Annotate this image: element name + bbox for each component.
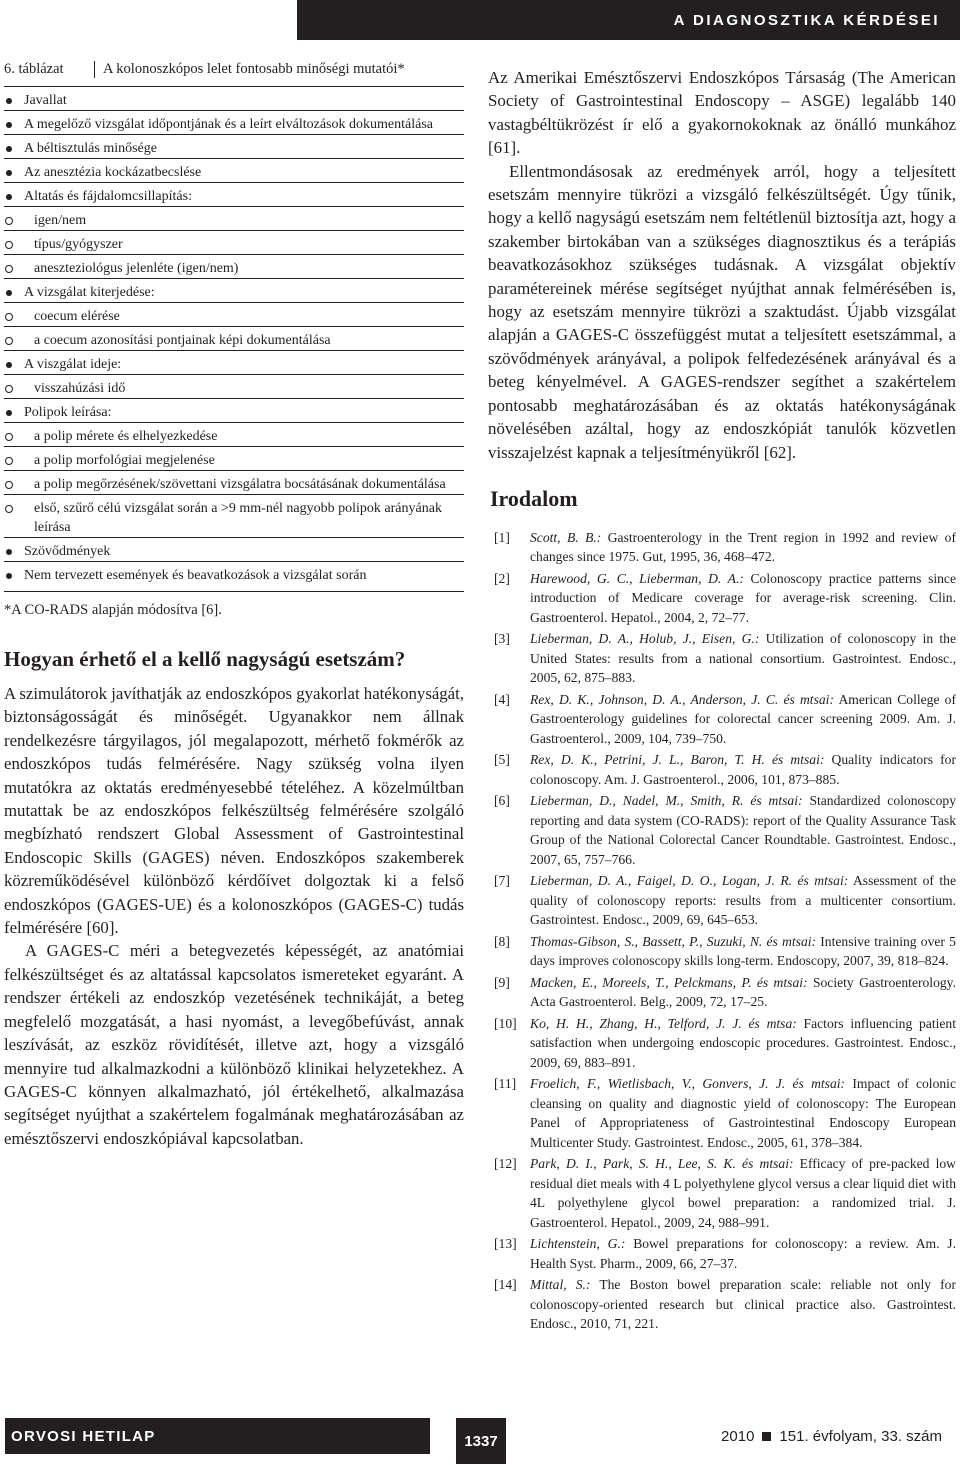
- article-heading: Hogyan érhető el a kellő nagyságú esetszám?: [4, 647, 406, 671]
- journal-name: ORVOSI HETILAP: [5, 1418, 430, 1454]
- bullet-icon: [4, 91, 24, 110]
- reference-number: [488, 973, 530, 1012]
- table-title: A kolonoszkópos lelet fontosabb minőségi mutatói*: [103, 61, 405, 77]
- circle-bullet-icon: [4, 451, 34, 470]
- issue-info: [721, 1418, 942, 1454]
- reference-text: [530, 1154, 956, 1232]
- bullet-icon: [4, 163, 24, 182]
- reference-citation: Impact of colonic cleansing on quality and diagnostic yield of colonoscopy: The European Panel of Appropriateness of Gastrointestinal Endoscopy European Multicenter Study. Gastrointest. Endosc., 2005, 61, 378–384.: [530, 1076, 956, 1150]
- left-column: [4, 58, 464, 1150]
- reference-number-label: [6]: [494, 793, 510, 809]
- table-row-text: a polip mérete és elhelyezkedése: [34, 429, 218, 444]
- table-row: [4, 303, 464, 327]
- reference-authors: Froelich, F., Wietlisbach, V., Gonvers, J. J. és mtsai:: [530, 1076, 846, 1092]
- table-row: [4, 255, 464, 279]
- reference-authors: Mittal, S.:: [530, 1277, 591, 1293]
- page-footer: [0, 1418, 960, 1458]
- reference-number-label: [1]: [494, 529, 510, 545]
- reference-number: [488, 750, 530, 789]
- reference-number-label: [2]: [494, 570, 510, 586]
- reference-citation: Colonoscopy practice patterns since introduction of Medicare coverage for average-risk screening. Clin. Gastroenterol. Hepatol., 2004, 2, 72–77.: [530, 570, 957, 625]
- reference-citation: Efficacy of pre-packed low residual diet meals with 4 L polyethylene glycol versus a clear liquid diet with 4L polyethylene glycol bowel preparation: a randomized trial. J. Gastroenterol. Hepatol., 2009, 24, 988–991.: [530, 1156, 956, 1230]
- table-row-text: Polipok leírása:: [24, 405, 112, 420]
- reference-authors: Lieberman, D., Nadel, M., Smith, R. és mtsai:: [530, 793, 803, 809]
- reference-authors: Scott, B. B.:: [530, 529, 602, 545]
- reference-text: [530, 690, 956, 749]
- reference-text: [530, 750, 956, 789]
- reference-citation: Factors influencing patient satisfaction when undergoing endoscopic procedures. Gastrointest. Endosc., 2009, 69, 883–891.: [530, 1015, 956, 1070]
- table-row-text: Nem tervezett események és beavatkozások a vizsgálat során: [24, 568, 367, 583]
- reference-number: [488, 791, 530, 869]
- table-row-text: típus/gyógyszer: [34, 237, 123, 252]
- table-row-text: A megelőző vizsgálat időpontjának és a leírt elváltozások dokumentálása: [24, 117, 433, 132]
- reference-text: [530, 1074, 956, 1152]
- table-row: [4, 183, 464, 207]
- bullet-icon: [4, 566, 24, 585]
- reference-number-label: [8]: [494, 933, 510, 949]
- reference-citation: Gastroenterology in the Trent region in 1992 and review of changes since 1975. Gut, 1995, 36, 468–472.: [530, 529, 956, 565]
- references-heading: Irodalom: [490, 485, 578, 511]
- reference-number: [488, 1234, 530, 1273]
- table-row: [4, 471, 464, 495]
- reference-authors: Rex, D. K., Johnson, D. A., Anderson, J. C. és mtsai:: [530, 691, 834, 707]
- table-bottom-rule: [4, 591, 464, 592]
- circle-bullet-icon: [4, 499, 34, 518]
- reference-text: [530, 1275, 956, 1334]
- reference-text: [530, 629, 956, 688]
- bullet-icon: [4, 403, 24, 422]
- reference-text: [530, 569, 956, 628]
- table-row-text: első, szűrő célú vizsgálat során a >9 mm-nél nagyobb polipok arányának leírása: [34, 501, 442, 535]
- reference-text: [530, 791, 956, 869]
- page-number: 1337: [456, 1418, 506, 1464]
- table-number: 6. táblázat: [4, 61, 64, 77]
- circle-bullet-icon: [4, 331, 34, 350]
- table-row: [4, 207, 464, 231]
- reference-item: [488, 1275, 956, 1334]
- table-row-text: Altatás és fájdalomcsillapítás:: [24, 189, 192, 204]
- table-row: [4, 279, 464, 303]
- reference-item: [488, 1014, 956, 1073]
- reference-text: [530, 871, 956, 930]
- section-title: A DIAGNOSZTIKA KÉRDÉSEI: [673, 11, 940, 29]
- right-column: [488, 66, 956, 1336]
- reference-number-label: [14]: [494, 1277, 517, 1293]
- bullet-icon: [4, 542, 24, 561]
- reference-text: [530, 973, 956, 1012]
- reference-item: [488, 1154, 956, 1232]
- circle-bullet-icon: [4, 211, 34, 230]
- reference-citation: Bowel preparations for colonoscopy: a review. Am. J. Health Syst. Pharm., 2009, 66, 27–37.: [530, 1236, 956, 1271]
- circle-bullet-icon: [4, 235, 34, 254]
- reference-number: [488, 932, 530, 971]
- table-row: [4, 87, 464, 111]
- table-row: [4, 447, 464, 471]
- reference-number: [488, 528, 530, 567]
- reference-item: [488, 528, 956, 567]
- reference-item: [488, 1074, 956, 1152]
- caption-separator: [94, 61, 95, 78]
- table-row: [4, 351, 464, 375]
- bullet-icon: [4, 115, 24, 134]
- reference-number-label: [10]: [494, 1015, 517, 1031]
- reference-text: [530, 1234, 956, 1273]
- table-row: [4, 135, 464, 159]
- bullet-icon: [4, 355, 24, 374]
- table-caption: [4, 58, 464, 80]
- section-header-bar: [297, 0, 960, 40]
- reference-item: [488, 629, 956, 688]
- reference-number-label: [3]: [494, 631, 510, 647]
- reference-citation: The Boston bowel preparation scale: reliable not only for colonoscopy-oriented research but clinical practice also. Gastrointest. Endosc., 2010, 71, 221.: [530, 1277, 956, 1332]
- issue-year: 2010: [721, 1427, 755, 1445]
- table-row-text: visszahúzási idő: [34, 381, 126, 396]
- reference-number-label: [12]: [494, 1156, 517, 1172]
- table-row: [4, 538, 464, 562]
- table-row: [4, 327, 464, 351]
- reference-number: [488, 871, 530, 930]
- circle-bullet-icon: [4, 379, 34, 398]
- reference-item: [488, 932, 956, 971]
- circle-bullet-icon: [4, 259, 34, 278]
- circle-bullet-icon: [4, 427, 34, 446]
- reference-item: [488, 791, 956, 869]
- reference-item: [488, 690, 956, 749]
- body-paragraph: Az Amerikai Emésztőszervi Endoszkópos Társaság (The American Society of Gastrointestinal Endoscopy – ASGE) legalább 140 vastagbéltükrözést ír elő a gyakornokoknak az önálló munkához [61].: [488, 68, 956, 158]
- reference-text: [530, 528, 956, 567]
- reference-authors: Lieberman, D. A., Holub, J., Eisen, G.:: [530, 631, 760, 647]
- reference-number: [488, 1275, 530, 1334]
- reference-text: [530, 1014, 956, 1073]
- reference-citation: Intensive training over 5 days improves colonoscopy skills long-term. Endoscopy, 2007, 39, 818–824.: [530, 933, 956, 969]
- reference-citation: Utilization of colonoscopy in the United States: results from a national consortium. Gastrointest. Endosc., 2005, 62, 875–883.: [530, 631, 956, 686]
- bullet-icon: [4, 283, 24, 302]
- table-row-text: A viszgálat ideje:: [24, 357, 122, 372]
- bullet-icon: [4, 187, 24, 206]
- reference-authors: Ko, H. H., Zhang, H., Telford, J. J. és mtsa:: [530, 1015, 797, 1031]
- table-row-text: A vizsgálat kiterjedése:: [24, 285, 155, 300]
- reference-item: [488, 1234, 956, 1273]
- table-row-text: a polip morfológiai megjelenése: [34, 453, 215, 468]
- reference-list: [488, 528, 956, 1334]
- table-row: [4, 159, 464, 183]
- table-row-text: Javallat: [24, 93, 67, 108]
- reference-item: [488, 973, 956, 1012]
- table-footnote: *A CO-RADS alapján módosítva [6].: [4, 602, 222, 618]
- reference-number: [488, 690, 530, 749]
- circle-bullet-icon: [4, 475, 34, 494]
- reference-authors: Thomas-Gibson, S., Bassett, P., Suzuki, N. és mtsai:: [530, 933, 817, 949]
- table-row: [4, 423, 464, 447]
- bullet-icon: [4, 139, 24, 158]
- reference-text: [530, 932, 956, 971]
- reference-number: [488, 629, 530, 688]
- table-row-text: a coecum azonosítási pontjainak képi dokumentálása: [34, 333, 331, 348]
- issue-volume: 151. évfolyam, 33. szám: [779, 1427, 942, 1445]
- quality-indicator-table: [4, 87, 464, 585]
- reference-citation: American College of Gastroenterology guidelines for colorectal cancer screening 2009. Am. J. Gastroenterol., 2009, 104, 739–750.: [530, 691, 957, 746]
- reference-authors: Macken, E., Moreels, T., Pelckmans, P. és mtsai:: [530, 974, 808, 990]
- table-row-text: Az anesztézia kockázatbecslése: [24, 165, 202, 180]
- reference-item: [488, 569, 956, 628]
- table-row: [4, 495, 464, 538]
- table-row-text: a polip megőrzésének/szövettani vizsgálatra bocsátásának dokumentálása: [34, 477, 446, 492]
- reference-authors: Lieberman, D. A., Faigel, D. O., Logan, J. R. és mtsai:: [530, 873, 849, 889]
- reference-number: [488, 1014, 530, 1073]
- reference-citation: Standardized colonoscopy reporting and data system (CO-RADS): report of the Quality Assurance Task Group of the National Colorectal Cancer Roundtable. Gastrointest. Endosc., 2007, 65, 757–766.: [530, 793, 957, 867]
- table-row: [4, 231, 464, 255]
- table-row-text: igen/nem: [34, 213, 87, 228]
- reference-item: [488, 871, 956, 930]
- reference-authors: Harewood, G. C., Lieberman, D. A.:: [530, 570, 744, 586]
- reference-number-label: [7]: [494, 873, 510, 889]
- reference-number-label: [13]: [494, 1236, 517, 1252]
- reference-number-label: [4]: [494, 691, 510, 707]
- table-row: [4, 399, 464, 423]
- body-paragraph: Ellentmondásosak az eredmények arról, hogy a teljesített esetszám mennyire tükrözi a vizsgáló felkészültségét. Úgy tűnik, hogy a kellő nagyságú esetszám nem feltétlenül biztosítja azt, hogy a szakember birtokában van a szükséges diagnosztikus és a terápiás beavatkozásokhoz szükséges tudásnak. A vizsgálat objektív paramétereinek mérése segítséget nyújthat annak felmérésében is, hogy az esetszám mennyire tükrözi a szaktudást. Újabb vizsgálat alapján a GAGES-C összefüggést mutat a teljesített esetszámmal, a szövődmények arányával, a polipok felfedezésének arányával és a beteg kényelmével. A GAGES-rendszer segíthet a szakértelem pontosabb meghatározásában és az oktatás hatékonyságának növelésében azáltal, hogy az endoszkópiát tanulók közvetlen visszajelzést kapnak a teljesítményükről [62].: [488, 161, 956, 462]
- body-paragraph: A szimulátorok javíthatják az endoszkópos gyakorlat hatékonyságát, biztonságosságát és minőségét. Ugyanakkor nem állnak rendelkezésre tárgyilagos, jól megalapozott, mérhető fokmérők az endoszkópos tudás felmérésére. Nagy szükség volna ilyen mutatókra az oktatás eredményesebbé tételéhez. A közelmúltban mutattak be az endoszkópos felkészültség felmérésére szolgáló megbízható rendszert Global Assessment of Gastrointestinal Endoscopic Skills (GAGES) néven. Endoszkópos szakemberek közreműködésével különböző kérdőívet dolgoztak ki a felső endoszkópos (GAGES-UE) és a kolonoszkópos (GAGES-C) tudás felmérésére [60].: [4, 684, 464, 938]
- reference-authors: Lichtenstein, G.:: [530, 1236, 626, 1252]
- reference-number-label: [5]: [494, 752, 510, 768]
- reference-number: [488, 1154, 530, 1232]
- square-bullet-icon: [762, 1432, 771, 1441]
- table-row: [4, 111, 464, 135]
- reference-number: [488, 1074, 530, 1152]
- reference-authors: Rex, D. K., Petrini, J. L., Baron, T. H. és mtsai:: [530, 752, 825, 768]
- reference-citation: Assessment of the quality of colonoscopy reports: results from a multicenter consortium. Gastrointest. Endosc., 2009, 69, 645–653.: [530, 873, 957, 928]
- reference-item: [488, 750, 956, 789]
- reference-number-label: [9]: [494, 974, 510, 990]
- table-row-text: coecum elérése: [34, 309, 120, 324]
- table-row: [4, 562, 464, 585]
- table-row: [4, 375, 464, 399]
- table-row-text: aneszteziológus jelenléte (igen/nem): [34, 261, 239, 276]
- reference-citation: Quality indicators for colonoscopy. Am. J. Gastroenterol., 2006, 101, 873–885.: [530, 752, 956, 787]
- reference-number: [488, 569, 530, 628]
- reference-citation: Society Gastroenterology. Acta Gastroenterol. Belg., 2009, 72, 17–25.: [530, 974, 956, 1010]
- table-row-text: A béltisztulás minősége: [24, 141, 157, 156]
- reference-authors: Park, D. I., Park, S. H., Lee, S. K. és mtsai:: [530, 1156, 794, 1172]
- circle-bullet-icon: [4, 307, 34, 326]
- reference-number-label: [11]: [494, 1076, 517, 1092]
- table-row-text: Szövődmények: [24, 544, 111, 559]
- body-paragraph: A GAGES-C méri a betegvezetés képességét, az anatómiai felkészültséget és az altatással kapcsolatos ismereteket egyaránt. A rendszer értékeli az endoszkóp vezetésének technikáját, a beteg megfelelő mozgatását, a hasi nyomást, a levegőbefúvást, annak leszívását, az eszköz rövidítését, illetve azt, hogy a vizsgáló mennyire tud alkalmazkodni a különböző klinikai helyzetekhez. A GAGES-C könnyen alkalmazható, jól értékelhető, alkalmazása segítséget nyújthat a szakértelem fogalmának meghatározásában az emésztőszervi endoszkópiával kapcsolatban.: [4, 941, 464, 1148]
